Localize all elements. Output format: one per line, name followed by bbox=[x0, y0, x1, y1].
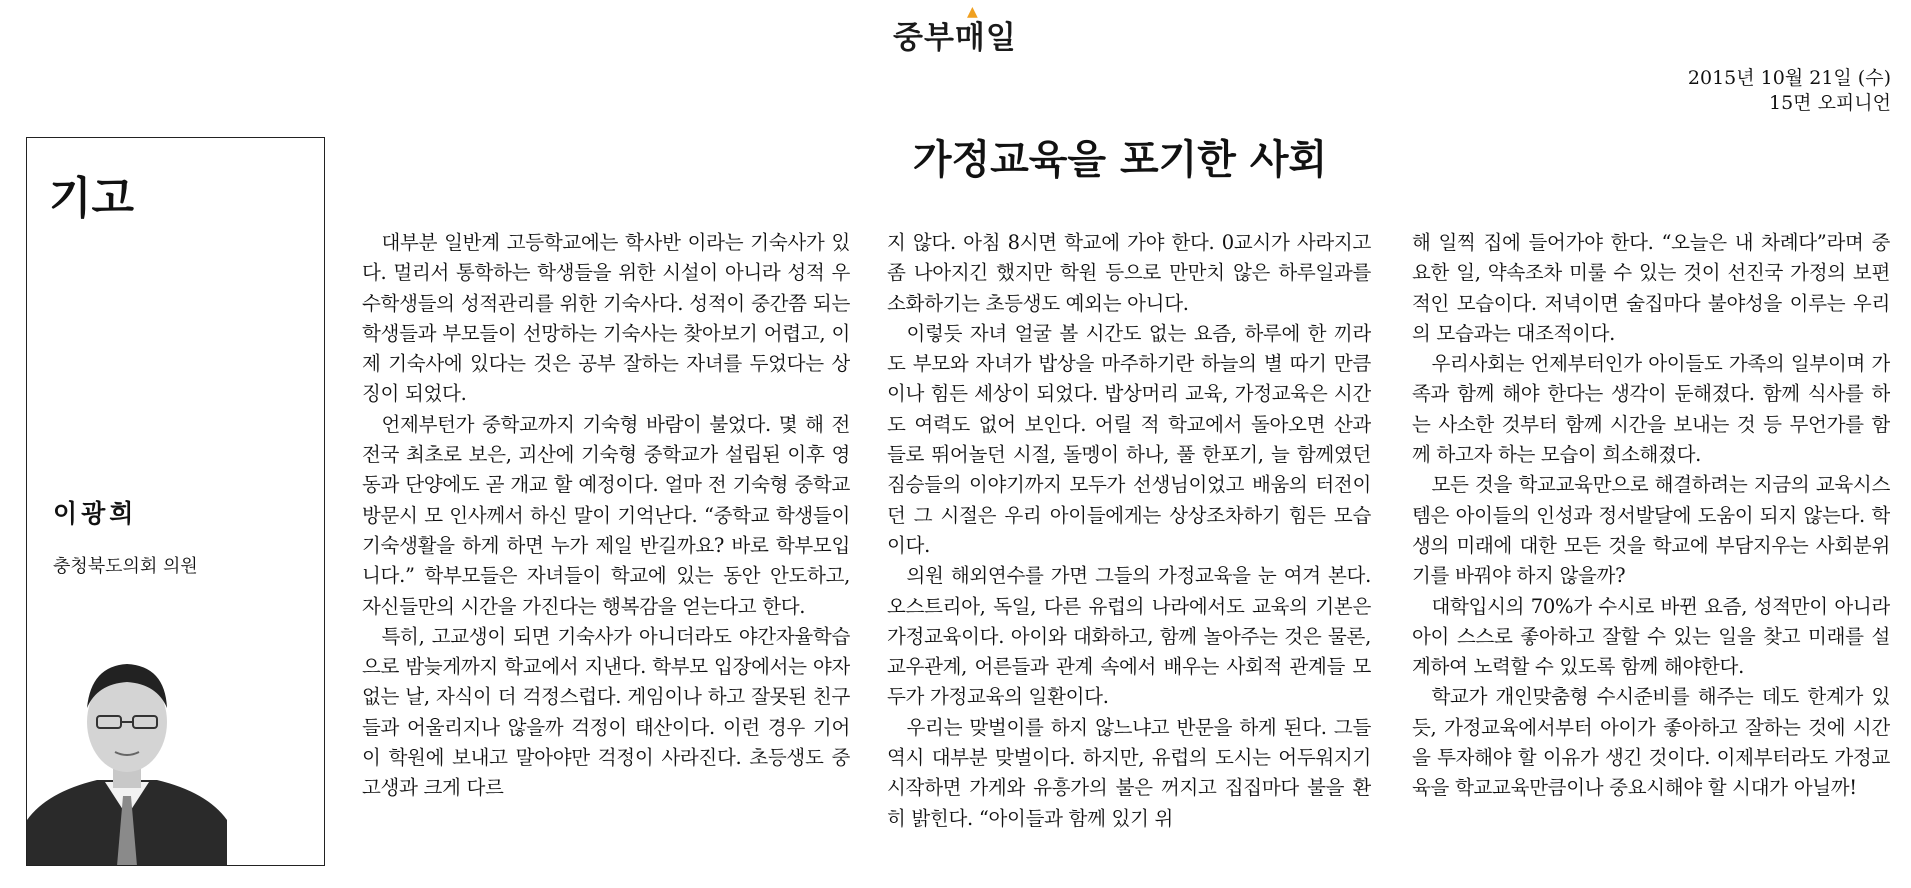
author-photo bbox=[27, 640, 227, 866]
article-paragraph: 특히, 고교생이 되면 기숙사가 아니더라도 야간자율학습으로 밤늦게까지 학교에서 지낸다. 학부모 입장에서는 야자 없는 날, 자식이 더 걱정스럽다. 게임이나 하고 잘못된 친구들과 어울리지나 않을까 걱정이 태산이다. 이런 경우 기어이 학원에 보내고 말아야만 걱정이 사라진다. 초등생도 중고생과 크게 다르 bbox=[362, 624, 850, 800]
newspaper-masthead bbox=[893, 4, 1017, 57]
article-paragraph: 대부분 일반계 고등학교에는 학사반 이라는 기숙사가 있다. 멀리서 통학하는 학생들을 위한 시설이 아니라 성적 우수학생들의 성적관리를 위한 기숙사다. 성적이 중간쯤 되는 학생들과 부모들이 선망하는 기숙사는 찾아보기 어렵고, 이제 기숙사에 있다는 것은 공부 잘하는 자녀를 두었다는 상징이 되었다. bbox=[362, 231, 850, 406]
article-paragraph: 학교가 개인맞춤형 수시준비를 해주는 데도 한계가 있듯, 가정교육에서부터 아이가 좋아하고 잘하는 것에 시간을 투자해야 할 이유가 생긴 것이다. 이제부터라도 가정교육을 학교교육만큼이나 중요시해야 할 시대가 아닐까! bbox=[1412, 685, 1890, 800]
author-title: 충청북도의회 의원 bbox=[53, 556, 198, 577]
article-paragraph: 우리사회는 언제부터인가 아이들도 가족의 일부이며 가족과 함께 해야 한다는 생각이 둔해졌다. 함께 식사를 하는 사소한 것부터 함께 시간을 보내는 것 등 무언가를 함께 하고자 하는 모습이 희소해졌다. bbox=[1412, 352, 1890, 467]
article-column-2 bbox=[887, 228, 1371, 878]
publication-date: 2015년 10월 21일 (수) bbox=[1687, 67, 1891, 89]
headline: 가정교육을 포기한 사회 bbox=[912, 136, 1328, 183]
page-section: 15면 오피니언 bbox=[1769, 92, 1891, 114]
masthead-name: 중부매일 bbox=[893, 20, 1017, 56]
section-label: 기고 bbox=[49, 173, 135, 224]
article-paragraph: 해 일찍 집에 들어가야 한다. “오늘은 내 차례다”라며 중요한 일, 약속조차 미룰 수 있는 것이 선진국 가정의 보편적인 모습이다. 저녁이면 술집마다 불야성을 이루는 우리의 모습과는 대조적이다. bbox=[1412, 231, 1890, 345]
author-name: 이광희 bbox=[53, 499, 138, 528]
article-paragraph: 우리는 맞벌이를 하지 않느냐고 반문을 하게 된다. 그들 역시 대부분 맞벌이다. 하지만, 유럽의 도시는 어두워지기 시작하면 가게와 유흥가의 불은 꺼지고 집집마다 불을 환히 밝힌다. “아이들과 함께 있기 위 bbox=[887, 715, 1371, 830]
article-column-1 bbox=[362, 228, 850, 878]
flame-icon: ▲ bbox=[967, 4, 979, 20]
article-paragraph: 모든 것을 학교교육만으로 해결하려는 지금의 교육시스템은 아이들의 인성과 정서발달에 도움이 되지 않는다. 학생의 미래에 대한 모든 것을 학교에 부담지우는 사회분위기를 바꿔야 하지 않을까? bbox=[1412, 473, 1890, 588]
article-paragraph: 언제부턴가 중학교까지 기숙형 바람이 불었다. 몇 해 전 전국 최초로 보은, 괴산에 기숙형 중학교가 설립된 이후 영동과 단양에도 곧 개교 할 예정이다. 얼마 전 기숙형 중학교 방문시 모 인사께서 하신 말이 기억난다. “중학교 학생들이 기숙생활을 하게 하면 누가 제일 반길까요? 바로 학부모입니다.” 학부모들은 자녀들이 학교에 있는 동안 안도하고, 자신들만의 시간을 가진다는 행복감을 얻는다고 한다. bbox=[362, 412, 850, 618]
article-paragraph: 이렇듯 자녀 얼굴 볼 시간도 없는 요즘, 하루에 한 끼라도 부모와 자녀가 밥상을 마주하기란 하늘의 별 따기 만큼이나 힘든 세상이 되었다. 밥상머리 교육, 가정교육은 시간도 여력도 없어 보인다. 어릴 적 학교에서 돌아오면 산과 들로 뛰어놀던 시절, 돌멩이 하나, 풀 한포기, 늘 함께였던 짐승들의 이야기까지 모두가 선생님이었고 배움의 터전이던 그 시절은 우리 아이들에게는 상상조차하기 힘든 모습이다. bbox=[887, 321, 1371, 557]
article-paragraph: 대학입시의 70%가 수시로 바뀐 요즘, 성적만이 아니라 아이 스스로 좋아하고 잘할 수 있는 일을 찾고 미래를 설계하여 노력할 수 있도록 함께 해야한다. bbox=[1412, 594, 1890, 679]
article-paragraph: 지 않다. 아침 8시면 학교에 가야 한다. 0교시가 사라지고 좀 나아지긴 했지만 학원 등으로 만만치 않은 하루일과를 소화하기는 초등생도 예외는 아니다. bbox=[887, 231, 1371, 315]
article-paragraph: 의원 해외연수를 가면 그들의 가정교육을 눈 여겨 본다. 오스트리아, 독일, 다른 유럽의 나라에서도 교육의 기본은 가정교육이다. 아이와 대화하고, 함께 놀아주는 것은 물론, 교우관계, 어른들과 관계 속에서 배우는 사회적 관계들 모두가 가정교육의 일환이다. bbox=[887, 564, 1371, 709]
article-column-3 bbox=[1412, 228, 1890, 878]
dateline bbox=[1688, 66, 1891, 116]
author-sidebar bbox=[26, 137, 325, 866]
